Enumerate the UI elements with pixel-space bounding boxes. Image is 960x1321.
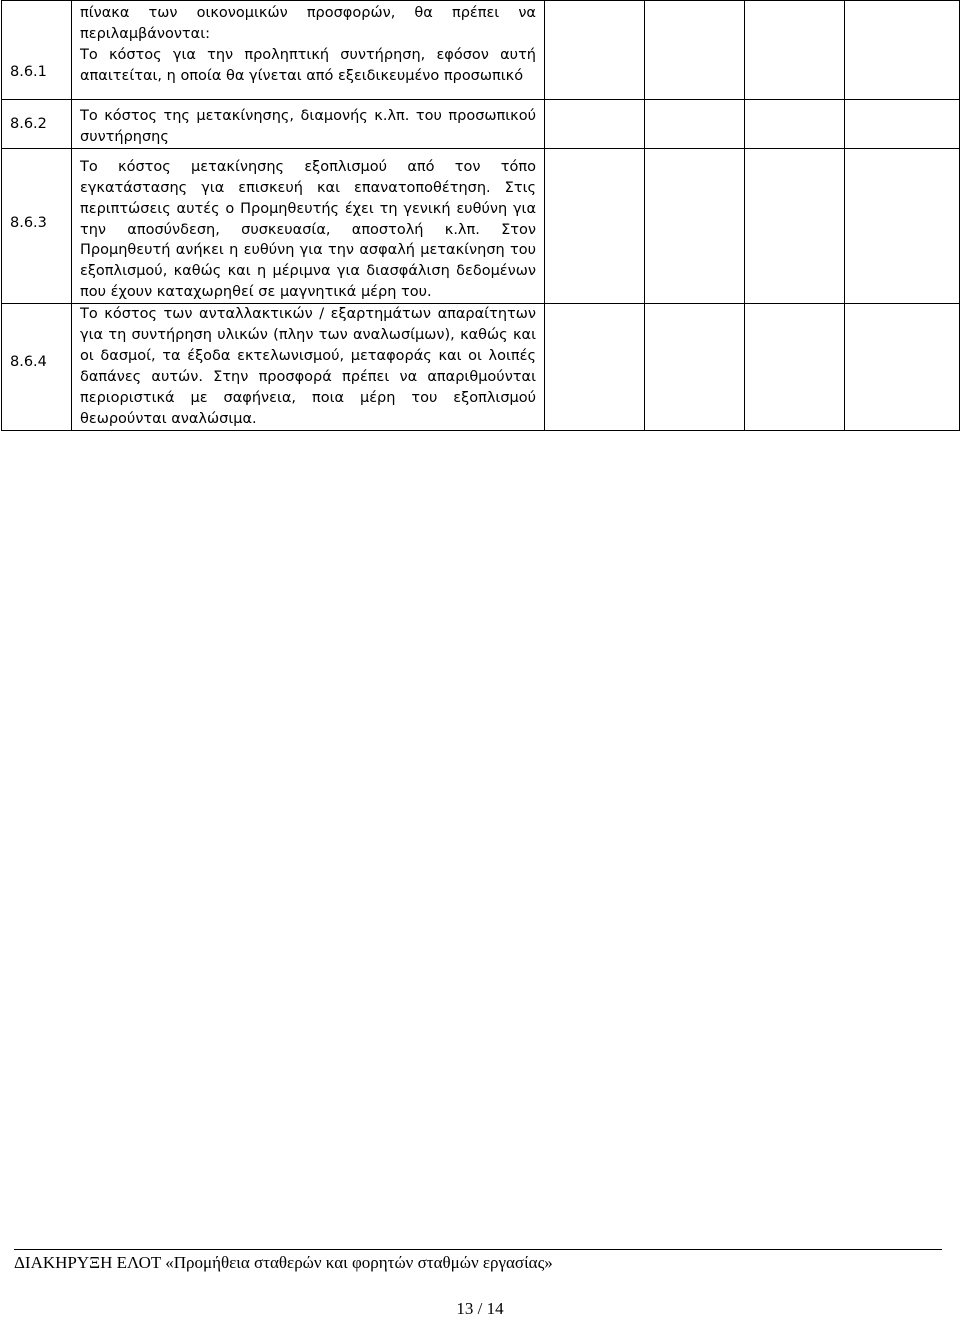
page-number: 13 / 14 [456, 1299, 504, 1318]
item-number-cell [2, 100, 72, 149]
empty-cell [645, 148, 745, 303]
footer-divider [14, 1249, 942, 1250]
table-row [2, 100, 960, 149]
item-number-cell [2, 304, 72, 430]
item-number-cell [2, 148, 72, 303]
item-number-cell [2, 1, 72, 100]
empty-cell [645, 100, 745, 149]
item-number: 8.6.1 [10, 64, 47, 80]
item-description-cell [72, 304, 545, 430]
empty-cell [745, 148, 845, 303]
item-description: Το κόστος μετακίνησης εξοπλισμού από τον τόπο εγκατάστασης για επισκευή και επανατοποθέτηση. Στις περιπτώσεις αυτές ο Προμηθευτής έχει τη γενική ευθύνη για την αποσύνδεση, συσκευασία, αποστολή κ.λπ. Στον Προμηθευτή ανήκει η ευθύνη για την ασφαλή μετακίνηση του εξοπλισμού, καθώς και η μέριμνα για διασφάλιση δεδομένων που έχουν καταχωρηθεί σε μαγνητικά μέρη του. [80, 158, 536, 301]
empty-cell [645, 1, 745, 100]
item-number: 8.6.3 [10, 214, 47, 231]
item-description: πίνακα των οικονομικών προσφορών, θα πρέπει να περιλαμβάνονται: [80, 5, 536, 42]
item-description-cell [72, 148, 545, 303]
item-description-cell [72, 100, 545, 149]
empty-cell [545, 304, 645, 430]
specification-table [1, 0, 960, 431]
table-row [2, 1, 960, 100]
item-description: Το κόστος της μετακίνησης, διαμονής κ.λπ. του προσωπικού συντήρησης [80, 108, 536, 145]
empty-cell [745, 100, 845, 149]
empty-cell [545, 148, 645, 303]
empty-cell [845, 148, 960, 303]
item-number: 8.6.2 [10, 116, 47, 132]
empty-cell [545, 1, 645, 100]
table-row [2, 304, 960, 430]
item-description: Το κόστος των ανταλλακτικών / εξαρτημάτων απαραίτητων για τη συντήρηση υλικών (πλην των αναλωσίμων), καθώς και οι δασμοί, τα έξοδα εκτελωνισμού, μεταφοράς και οι λοιπές δαπάνες αυτών. Στην προσφορά πρέπει να απαριθμούνται περιοριστικά με σαφήνεια, ποια μέρη του εξοπλισμού θεωρούνται αναλώσιμα. [80, 306, 536, 427]
empty-cell [545, 100, 645, 149]
empty-cell [845, 100, 960, 149]
footer-title: ΔΙΑΚΗΡΥΞΗ ΕΛΟΤ «Προμήθεια σταθερών και φορητών σταθμών εργασίας» [14, 1253, 553, 1272]
empty-cell [745, 304, 845, 430]
empty-cell [845, 304, 960, 430]
item-description: Το κόστος για την προληπτική συντήρηση, εφόσον αυτή απαιτείται, η οποία θα γίνεται από εξειδικευμένο προσωπικό [80, 46, 536, 84]
table-row [2, 148, 960, 303]
empty-cell [745, 1, 845, 100]
item-number: 8.6.4 [10, 354, 47, 371]
empty-cell [645, 304, 745, 430]
item-description-cell [72, 1, 545, 100]
empty-cell [845, 1, 960, 100]
